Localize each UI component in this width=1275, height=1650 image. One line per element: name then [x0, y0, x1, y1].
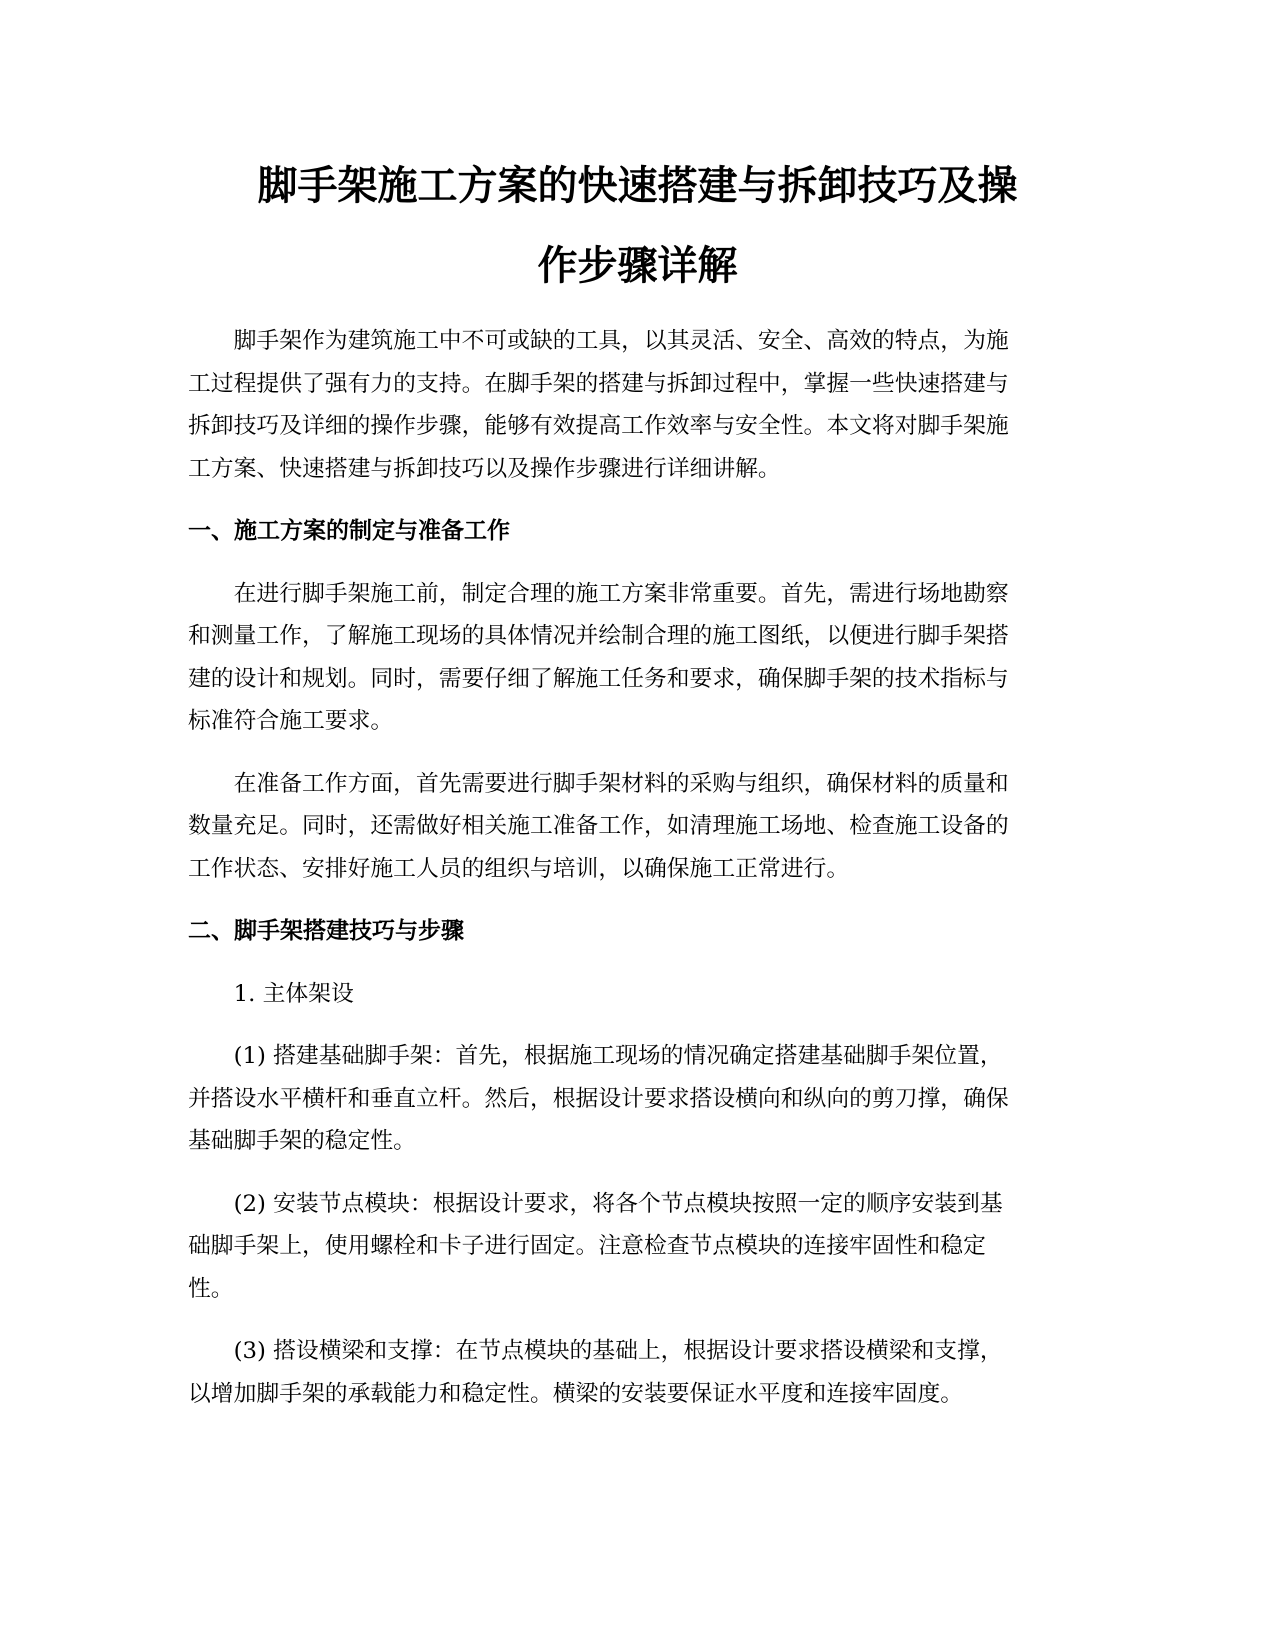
text-line: 并搭设水平横杆和垂直立杆。然后，根据设计要求搭设横向和纵向的剪刀撑，确保	[188, 1085, 1009, 1112]
text-line: 在准备工作方面，首先需要进行脚手架材料的采购与组织，确保材料的质量和	[188, 770, 1009, 797]
subsection-title	[188, 973, 1088, 1016]
title-line: 作步骤详解	[537, 243, 738, 289]
text-line: 础脚手架上，使用螺栓和卡子进行固定。注意检查节点模块的连接牢固性和稳定	[188, 1233, 986, 1259]
text-line: 基础脚手架的稳定性。	[188, 1128, 416, 1154]
section-heading-2: 二、脚手架搭建技巧与步骤	[188, 918, 464, 944]
step-paragraph-1	[188, 1035, 1088, 1163]
section1-paragraph-2	[188, 763, 1088, 891]
document-body	[188, 320, 1088, 1435]
text-line: (2) 安装节点模块：根据设计要求，将各个节点模块按照一定的顺序安装到基	[188, 1190, 1003, 1217]
title-line: 脚手架施工方案的快速搭建与拆卸技巧及操	[257, 163, 1018, 209]
text-line: 性。	[188, 1275, 234, 1302]
text-line: 建的设计和规划。同时，需要仔细了解施工任务和要求，确保脚手架的技术指标与	[188, 665, 1009, 692]
intro-paragraph	[188, 320, 1088, 490]
text-line: 数量充足。同时，还需做好相关施工准备工作，如清理施工场地、检查施工设备的	[188, 813, 1009, 839]
text-line: (3) 搭设横梁和支撑：在节点模块的基础上，根据设计要求搭设横梁和支撑，	[188, 1338, 1003, 1364]
text-line: 工方案、快速搭建与拆卸技巧以及操作步骤进行详细讲解。	[188, 455, 781, 482]
text-line: 在进行脚手架施工前，制定合理的施工方案非常重要。首先，需进行场地勘察	[188, 580, 1009, 607]
step-paragraph-2	[188, 1183, 1088, 1311]
text-line: 脚手架作为建筑施工中不可或缺的工具，以其灵活、安全、高效的特点，为施	[188, 328, 1009, 354]
section-heading-1: 一、施工方案的制定与准备工作	[188, 518, 510, 544]
text-line: 1. 主体架设	[188, 980, 354, 1007]
text-line: 拆卸技巧及详细的操作步骤，能够有效提高工作效率与安全性。本文将对脚手架施	[188, 413, 1009, 439]
text-line: 工作状态、安排好施工人员的组织与培训，以确保施工正常进行。	[188, 855, 850, 882]
section1-paragraph-1	[188, 573, 1088, 743]
text-line: 以增加脚手架的承载能力和稳定性。横梁的安装要保证水平度和连接牢固度。	[188, 1380, 964, 1407]
text-line: 和测量工作，了解施工现场的具体情况并绘制合理的施工图纸，以便进行脚手架搭	[188, 623, 1009, 649]
text-line: 工过程提供了强有力的支持。在脚手架的搭建与拆卸过程中，掌握一些快速搭建与	[188, 370, 1009, 397]
text-line: (1) 搭建基础脚手架：首先，根据施工现场的情况确定搭建基础脚手架位置，	[188, 1043, 1003, 1069]
step-paragraph-3	[188, 1330, 1088, 1415]
document-title	[160, 146, 1115, 306]
text-line: 标准符合施工要求。	[188, 708, 394, 734]
